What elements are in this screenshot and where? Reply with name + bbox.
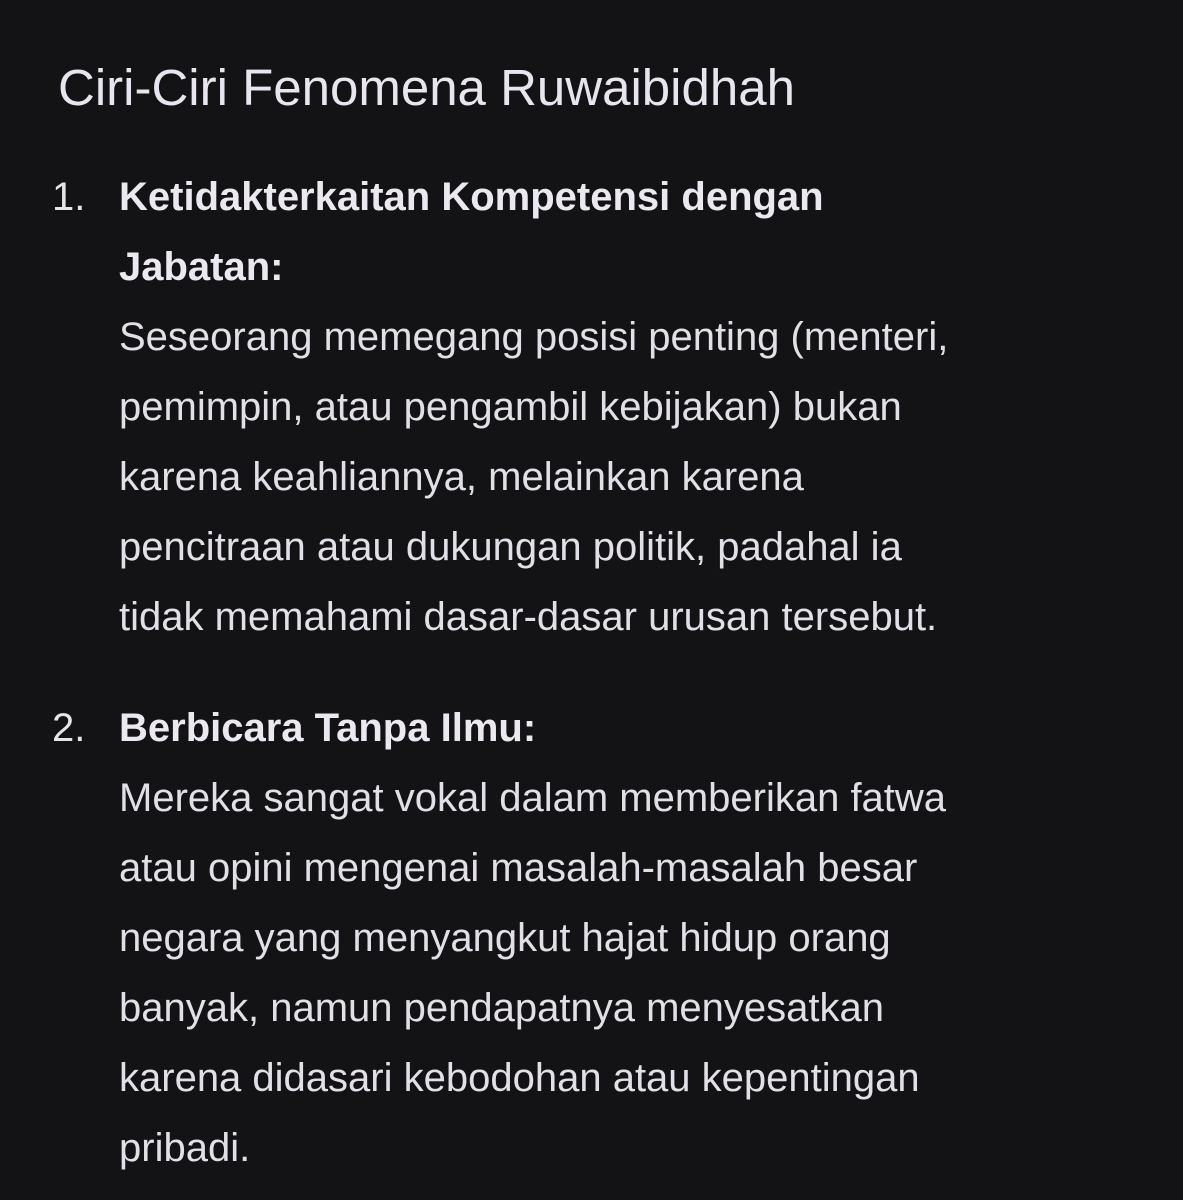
list-item-text [119,302,1164,652]
text-line: Mereka sangat vokal dalam memberikan fatwa [119,776,947,820]
text-line: banyak, namun pendapatnya menyesatkan [119,986,884,1030]
text-line: negara yang menyangkut hajat hidup orang [119,916,891,960]
list-item-heading [119,162,1164,302]
list-item-heading [119,693,1164,763]
list-item-text [119,763,1164,1183]
list-item-number: 1. [52,175,86,219]
text-line: karena didasari kebodohan atau kepentingan [119,1056,920,1100]
text-line: pemimpin, atau pengambil kebijakan) bukan [119,385,902,429]
list-item-body [119,162,1164,652]
list-item-number: 2. [52,706,86,750]
heading-line: Jabatan: [119,245,284,289]
text-line: pencitraan atau dukungan politik, padahal ia [119,525,902,569]
text-line: Seseorang memegang posisi penting (menteri, [119,315,949,359]
text-line: tidak memahami dasar-dasar urusan tersebut. [119,595,938,639]
page-title: Ciri-Ciri Fenomena Ruwaibidhah [58,59,795,116]
heading-line: Ketidakterkaitan Kompetensi dengan [119,175,824,219]
text-line: karena keahliannya, melainkan karena [119,455,804,499]
list-item-body [119,693,1164,1183]
text-line: pribadi. [119,1126,251,1170]
heading-line: Berbicara Tanpa Ilmu: [119,706,537,750]
text-line: atau opini mengenai masalah-masalah besar [119,846,918,890]
